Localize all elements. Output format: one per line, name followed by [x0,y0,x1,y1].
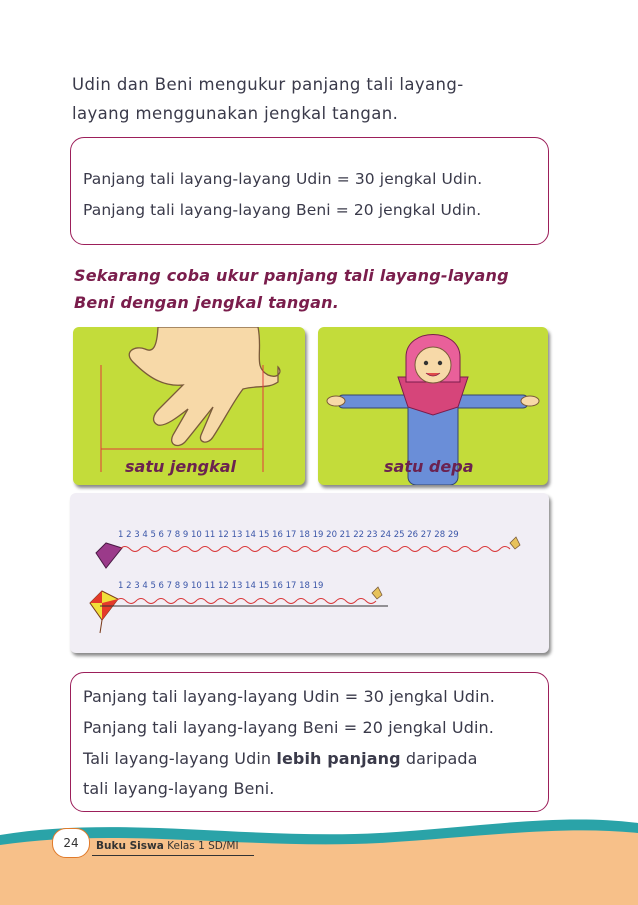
intro-paragraph [72,70,542,128]
satu-jengkal-label: satu jengkal [125,457,237,476]
udin-hand-icon [510,537,520,549]
box2-line-4: tali layang-layang Beni. [83,779,275,798]
conclusion-box [70,672,549,812]
instruction-heading [74,262,544,316]
kite-strings-drawing [70,493,549,653]
box1-line-2: Panjang tali layang-layang Beni = 20 jengkal Udin. [83,201,482,219]
udin-kite-icon [96,543,122,568]
heading-line-1: Sekarang coba ukur panjang tali layang-layang [74,266,509,285]
box1-line-1: Panjang tali layang-layang Udin = 30 jengkal Udin. [83,170,483,188]
jengkal-panel [73,327,305,485]
footer-underline [92,855,254,856]
box2-line-1: Panjang tali layang-layang Udin = 30 jengkal Udin. [83,687,495,706]
udin-span-numbers: 1 2 3 4 5 6 7 8 9 10 11 12 13 14 15 16 17 18 19 20 21 22 23 24 25 26 27 28 29 [118,530,459,540]
book-title-rest: Kelas 1 SD/MI [163,840,239,852]
beni-hand-icon [372,587,382,599]
kite-string-comparison [70,493,549,653]
depa-panel [318,327,548,485]
box2-line-3-pre: Tali layang-layang Udin [83,749,277,768]
intro-line-1: Udin dan Beni mengukur panjang tali layang- [72,75,464,94]
book-title-bold: Buku Siswa [96,840,164,852]
box2-line-3 [83,749,478,768]
emphasis-lebih-panjang: lebih panjang [276,749,401,768]
beni-span-numbers: 1 2 3 4 5 6 7 8 9 10 11 12 13 14 15 16 17 18 19 [118,581,324,591]
page-number: 24 [52,828,90,858]
box2-line-3-post: daripada [400,749,478,768]
measurement-box [70,137,549,245]
book-title [96,840,239,852]
heading-line-2: Beni dengan jengkal tangan. [74,293,340,312]
box2-line-2: Panjang tali layang-layang Beni = 20 jengkal Udin. [83,718,494,737]
footer-wave [0,815,638,905]
intro-line-2: layang menggunakan jengkal tangan. [72,104,399,123]
satu-depa-label: satu depa [384,457,474,476]
